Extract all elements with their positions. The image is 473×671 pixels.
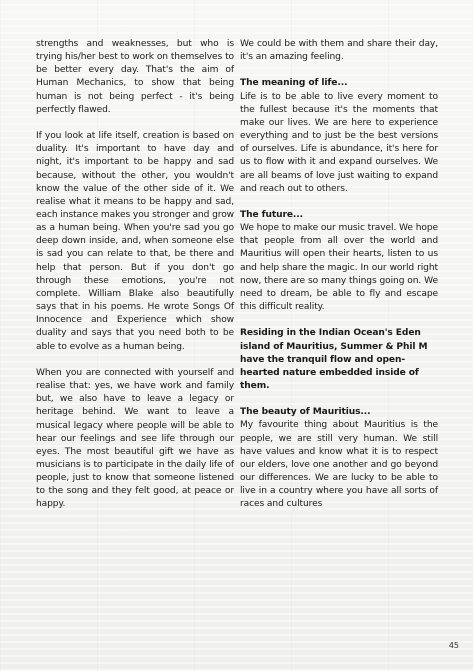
body-paragraph: Life is to be able to live every moment to the fullest because it's the moments that make our lives. We are here to experience everything and to just be the best versions of ourselves. Life is abundance, it's here for us to flow with it and expand ourselves. We are all beams of love just waiting to expand and reach out to others. [240, 91, 438, 194]
body-paragraph: We hope to make our music travel. We hope that people from all over the world and Mauritius will open their hearts, listen to us and help share the magic. In our world right now, there are so many things going on. We need to dream, be able to fly and escape this difficult reality. [240, 223, 438, 313]
page-number: 45 [448, 641, 459, 650]
body-paragraph: strengths and weaknesses, but who is trying his/her best to work on themselves to be better every day. That's the aim of Human Mechanics, to show that being human is not being perfect - it's being perfectly flawed. [36, 39, 234, 115]
section-heading: The future... [240, 210, 303, 220]
section-heading: The meaning of life... [240, 78, 348, 89]
pull-quote: Residing in the Indian Ocean's Eden island of Mauritius, Summer & Phil M have the tranquil flow and open-hearted nature embedded inside of them. [240, 328, 428, 392]
body-paragraph: My favourite thing about Mauritius is the people, we are still very human. We still have values and know what it is to respect our elders, love one another and go beyond our differences. We are lucky to be able to live in a country where you have all sorts of races and cultures [240, 420, 438, 510]
right-column [240, 38, 438, 512]
body-paragraph: We could be with them and share their day, it's an amazing feeling. [240, 39, 438, 63]
body-paragraph: When you are connected with yourself and realise that: yes, we have work and family but, we also have to leave a legacy or heritage behind. We want to leave a musical legacy where people will be able to hear our feelings and see life through our eyes. The most beautiful gift we have as musicians is to participate in the daily life of people, just to know that someone listened to the song and they felt good, at peace or happy. [36, 367, 234, 510]
body-paragraph: If you look at life itself, creation is based on duality. It's important to have day and night, it's important to be happy and sad because, without the other, you wouldn't know the value of the other side of it. We realise what it means to be happy and sad, each instance makes you stronger and grow as a human being. When you're sad you go deep down inside, and, when someone else is sad you can relate to that, be there and help that person. But if you don't go through these emotions, you're not complete. William Blake also beautifully says that in his poems. He wrote Songs Of Innocence and Experience which show duality and says that you need both to be able to evolve as a human being. [36, 131, 234, 352]
left-column [36, 38, 234, 512]
section-heading: The beauty of Mauritius... [240, 407, 371, 418]
